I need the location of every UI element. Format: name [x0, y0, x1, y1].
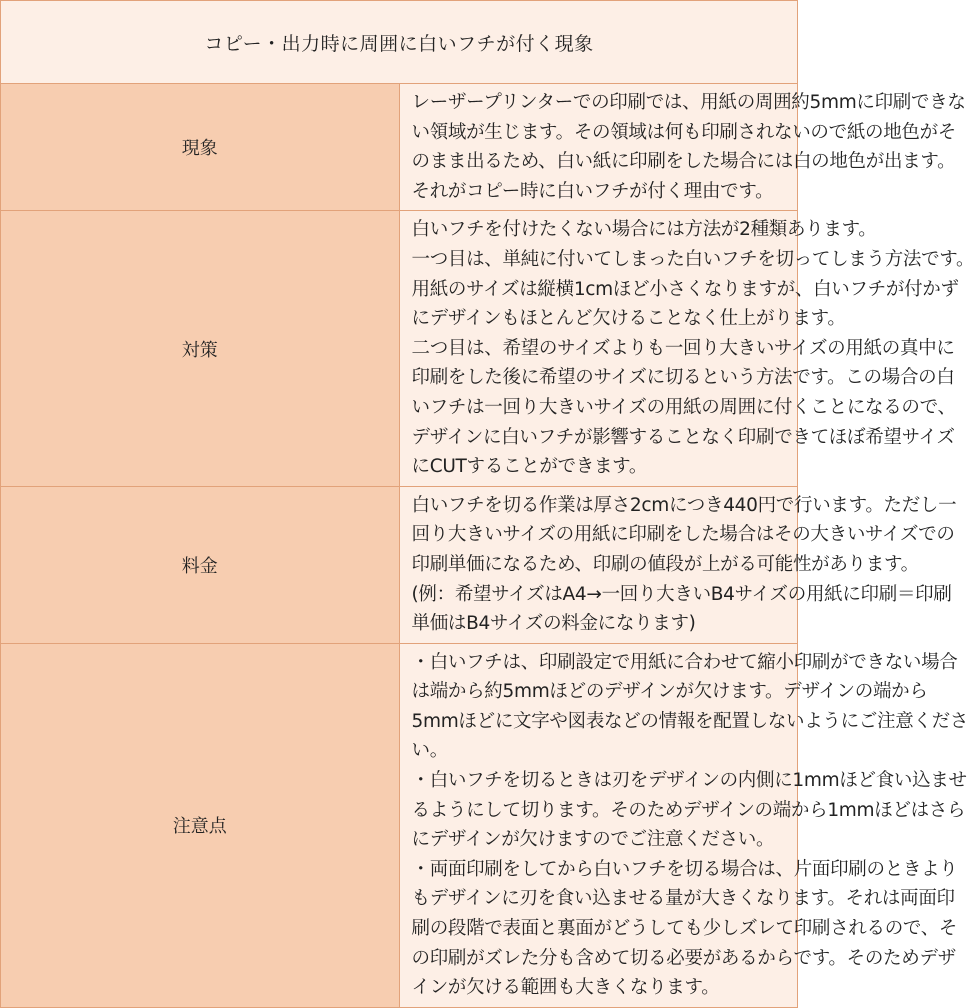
row-label-countermeasure: 対策	[1, 211, 400, 486]
text-line: 用紙のサイズは縦横1cmほど小さくなりますが、白いフチが付かず	[411, 278, 959, 300]
row-body-phenomenon	[399, 84, 966, 211]
text-line: 単価はB4サイズの料金になります)	[411, 613, 696, 635]
row-label-notes: 注意点	[1, 643, 400, 1007]
text-line: (例：希望サイズはA4→一回り大きいB4サイズの用紙に印刷＝印刷	[411, 583, 952, 605]
text-line: 二つ目は、希望のサイズよりも一回り大きいサイズの用紙の真中に	[411, 337, 955, 359]
text-line: 白いフチを付けたくない場合には方法が2種類あります。	[411, 219, 877, 241]
text-line: 5mmほどに文字や図表などの情報を配置しないようにご注意くださ	[411, 710, 969, 732]
row-label-price: 料金	[1, 486, 400, 643]
row-body-price	[399, 486, 957, 643]
text-line: 印刷をした後に希望のサイズに切るという方法です。この場合の白	[411, 367, 955, 389]
text-line: もデザインに刃を食い込ませる量が大きくなります。それは両面印	[411, 888, 955, 910]
text-line: ・白いフチを切るときは刃をデザインの内側に1mmほど食い込ませ	[411, 770, 967, 792]
text-line: 白いフチを切る作業は厚さ2cmにつき440円で行います。ただし一	[411, 494, 957, 516]
text-line: にCUTすることができます。	[411, 456, 648, 478]
text-line: い。	[411, 740, 448, 762]
text-line: それがコピー時に白いフチが付く理由です。	[411, 180, 774, 202]
row-notes	[1, 643, 798, 1007]
text-line: インが欠ける範囲も大きくなります。	[411, 977, 720, 999]
text-line: ・両面印刷をしてから白いフチを切る場合は、片面印刷のときより	[411, 858, 958, 880]
row-price	[1, 486, 798, 643]
text-line: の印刷がズレた分も含めて切る必要があるからです。そのためデザ	[411, 947, 956, 969]
row-countermeasure	[1, 211, 798, 486]
text-line: レーザープリンターでの印刷では、用紙の周囲約5mmに印刷できな	[411, 92, 966, 113]
text-line: にデザインが欠けますのでご注意ください。	[411, 829, 775, 851]
text-line: 刷の段階で表面と裏面がどうしても少しズレて印刷されるので、そ	[411, 918, 958, 940]
text-line: 一つ目は、単純に付いてしまった白いフチを切ってしまう方法です。	[411, 248, 974, 270]
text-line: にデザインもほとんど欠けることなく仕上がります。	[411, 308, 846, 330]
text-line: い領域が生じます。その領域は何も印刷されないので紙の地色がそ	[411, 121, 957, 143]
row-body-notes	[399, 643, 969, 1007]
row-phenomenon	[1, 84, 798, 211]
table-title: コピー・出力時に周囲に白いフチが付く現象	[1, 1, 798, 84]
text-line: 回り大きいサイズの用紙に印刷をした場合はその大きいサイズでの	[411, 524, 955, 546]
text-line: のまま出るため、白い紙に印刷をした場合には白の地色が出ます。	[411, 151, 956, 173]
text-line: は端から約5mmほどのデザインが欠けます。デザインの端から	[411, 681, 928, 703]
text-line: いフチは一回り大きいサイズの用紙の周囲に付くことになるので、	[411, 396, 956, 418]
text-line: 印刷単価になるため、印刷の値段が上がる可能性があります。	[411, 553, 919, 575]
row-label-phenomenon: 現象	[1, 84, 400, 211]
row-body-countermeasure	[399, 211, 974, 486]
text-line: るようにして切ります。そのためデザインの端から1mmほどはさら	[411, 799, 966, 821]
text-line: デザインに白いフチが影響することなく印刷できてほぼ希望サイズ	[411, 426, 955, 448]
title-row	[1, 1, 798, 84]
text-line: ・白いフチは、印刷設定で用紙に合わせて縮小印刷ができない場合	[411, 651, 958, 673]
